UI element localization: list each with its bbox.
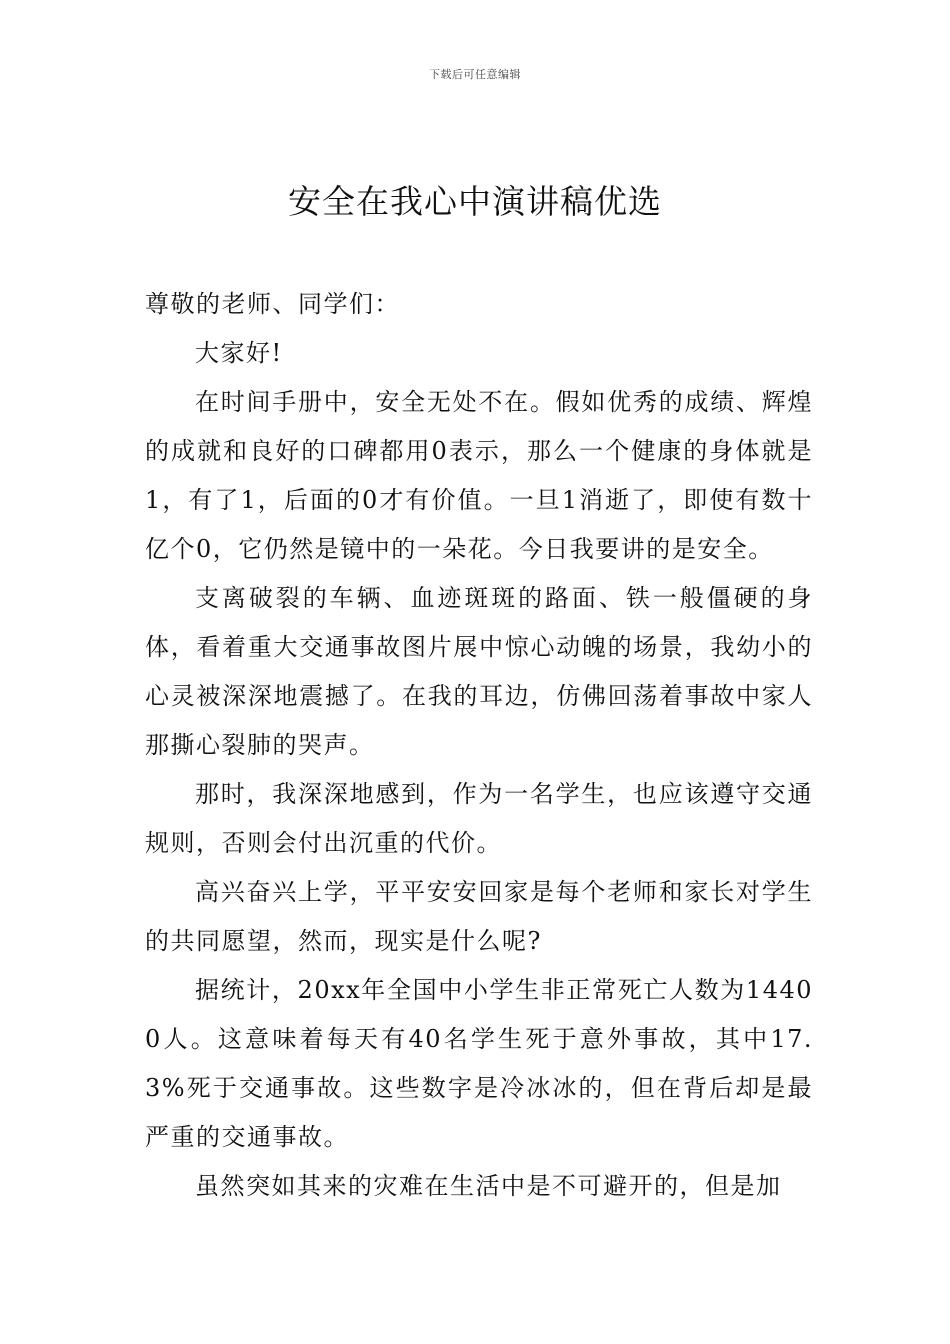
salutation: 尊敬的老师、同学们： (145, 290, 400, 318)
document-body (145, 280, 813, 1211)
document-title: 安全在我心中演讲稿优选 (288, 182, 662, 221)
paragraph-3: 那时，我深深地感到，作为一名学生，也应该遵守交通规则，否则会付出沉重的代价。 (145, 780, 813, 857)
paragraph-greeting: 大家好! (195, 339, 283, 367)
paragraph-2: 支离破裂的车辆、血迹斑斑的路面、铁一般僵硬的身体，看着重大交通事故图片展中惊心动魄的场景，我幼小的心灵被深深地震撼了。在我的耳边，仿佛回荡着事故中家人那撕心裂肺的哭声。 (145, 584, 813, 759)
paragraph-6: 虽然突如其来的灾难在生活中是不可避开的，但是加 (195, 1172, 782, 1200)
header-note: 下载后可任意编辑 (429, 68, 521, 81)
paragraph-4: 高兴奋兴上学，平平安安回家是每个老师和家长对学生的共同愿望，然而，现实是什么呢? (145, 878, 813, 955)
paragraph-5: 据统计，20xx年全国中小学生非正常死亡人数为14400人。这意味着每天有40名学生死于意外事故，其中17.3%死于交通事故。这些数字是冷冰冰的，但在背后却是最严重的交通事故。 (145, 976, 813, 1151)
paragraph-1: 在时间手册中，安全无处不在。假如优秀的成绩、辉煌的成就和良好的口碑都用0表示，那么一个健康的身体就是1，有了1，后面的0才有价值。一旦1消逝了，即使有数十亿个0，它仍然是镜中的一朵花。今日我要讲的是安全。 (145, 388, 813, 563)
